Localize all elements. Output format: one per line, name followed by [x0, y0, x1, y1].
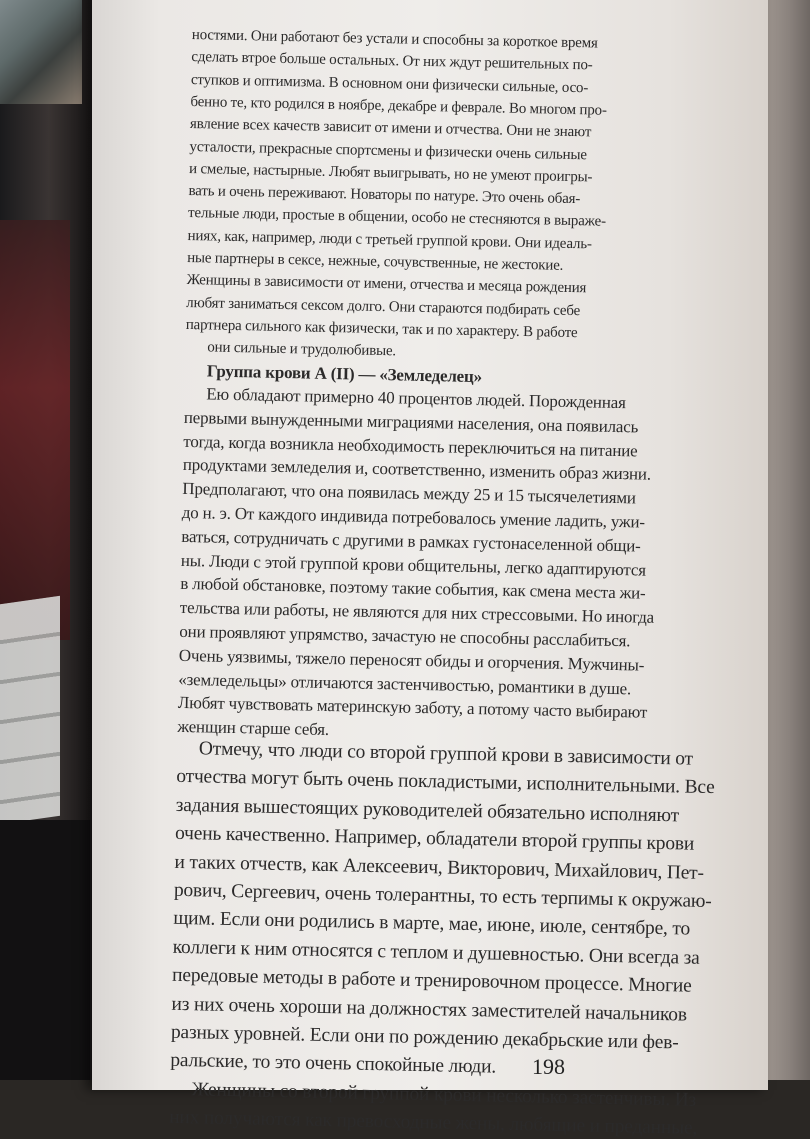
- text-line: ниях, как, например, люди с третьей группой крови. Они идеаль-: [187, 227, 592, 253]
- text-line: «земледельцы» отличаются застенчивостью, романтики в душе.: [178, 669, 632, 698]
- text-line: коллеги к ним относятся с теплом и душевностью. Они всегда за: [172, 936, 700, 969]
- text-line: тельные люди, простые в общении, особо не стесняются в выраже-: [187, 205, 606, 231]
- background-keyboard: [0, 596, 60, 824]
- background-red-object: [0, 220, 70, 640]
- text-line: любят заниматься сексом долго. Они стараются подбирать себе: [186, 294, 581, 319]
- text-line: очень качественно. Например, обладатели второй группы крови: [174, 823, 695, 855]
- text-line: в любой обстановке, поэтому такие события, как смена места жи-: [180, 574, 646, 604]
- text-line: женщин старше себя.: [177, 717, 330, 740]
- text-line: они сильные и трудолюбивые.: [207, 339, 397, 360]
- text-line: бенно те, кто родился в ноябре, декабре и феврале. Во многом про-: [190, 93, 607, 119]
- text-line: передовые методы в работе и тренировочном процессе. Многие: [171, 964, 692, 997]
- text-line: и смелые, настырные. Любят выигрывать, но не умеют проигры-: [188, 160, 593, 186]
- text-line: ваться, сотрудничать с другими в рамках густонаселенной общи-: [181, 526, 641, 556]
- section-heading: Группа крови А (II) — «Земледелец»: [206, 361, 483, 387]
- book-page: [92, 0, 768, 1139]
- text-line: тогда, когда возникла необходимость переключиться на питание: [183, 431, 638, 461]
- text-line: первыми вынужденными миграциями населения, она появилась: [183, 407, 639, 437]
- text-line: Отмечу, что люди со второй группой крови в зависимости от: [198, 738, 694, 770]
- text-line: партнера сильного как физически, так и по характеру. В работе: [185, 316, 578, 342]
- text-line: рович, Сергеевич, очень толерантны, то есть терпимы к окружаю-: [173, 879, 712, 913]
- text-line: них получаются как превосходные жены, любящие и преданные,: [168, 1106, 698, 1139]
- text-line: вать и очень переживают. Новаторы по натуре. Это очень обая-: [188, 183, 581, 208]
- text-line: разных уровней. Если они по рождению декабрьские или фев-: [170, 1021, 679, 1054]
- text-line: ные партнеры в сексе, нежные, сочувственные, не жестокие.: [187, 249, 564, 274]
- text-line: из них очень хороши на должностях заместителей начальников: [171, 993, 688, 1026]
- text-line: тельства или работы, не являются для них стрессовыми. Но иногда: [179, 598, 655, 627]
- text-line: Любят чувствовать материнскую заботу, а потому часто выбирают: [177, 693, 648, 723]
- text-line: Ею обладают примерно 40 процентов людей. Порожденная: [206, 384, 626, 413]
- text-line: до н. э. От каждого индивида потребовалось умение ладить, ужи-: [181, 502, 646, 532]
- text-line: Очень уязвимы, тяжело переносят обиды и огорчения. Мужчины-: [178, 645, 645, 675]
- background-photo: [0, 0, 82, 104]
- text-line: Женщины в зависимости от имени, отчества и месяца рождения: [186, 272, 587, 297]
- text-line: продуктами земледелия и, соответственно, изменить образ жизни.: [182, 455, 652, 485]
- text-line: ступков и оптимизма. В основном они физически сильные, осо-: [190, 71, 589, 96]
- text-line: они проявляют упрямство, зачастую не способны расслабиться.: [179, 621, 631, 651]
- background-dark-area: [0, 820, 90, 1080]
- text-line: сделать втрое больше остальных. От них ждут решительных по-: [191, 49, 593, 74]
- text-line: ральские, то это очень спокойные люди.: [170, 1050, 497, 1078]
- text-line: ностями. Они работают без устали и способны за короткое время: [191, 27, 598, 52]
- text-line: отчества могут быть очень покладистыми, исполнительными. Все: [176, 766, 715, 799]
- text-line: ны. Люди с этой группой крови общительны, легко адаптируются: [180, 550, 647, 580]
- text-line: щим. Если они родились в марте, мае, июне, июле, сентябре, то: [173, 908, 691, 941]
- text-line: Предполагают, что она появилась между 25 и 15 тысячелетиями: [182, 479, 636, 508]
- page-number: 198: [532, 1054, 565, 1079]
- text-line: и таких отчеств, как Алексеевич, Викторович, Михайлович, Пет-: [174, 851, 705, 884]
- text-line: усталости, прекрасные спортсмены и физически очень сильные: [189, 138, 587, 163]
- text-line: Женщины со второй группой крови несколько застенчивы. Из: [191, 1079, 697, 1111]
- text-line: явление всех качеств зависит от имени и отчества. Они не знают: [189, 116, 592, 141]
- text-line: задания вышестоящих руководителей обязательно исполняют: [175, 794, 680, 827]
